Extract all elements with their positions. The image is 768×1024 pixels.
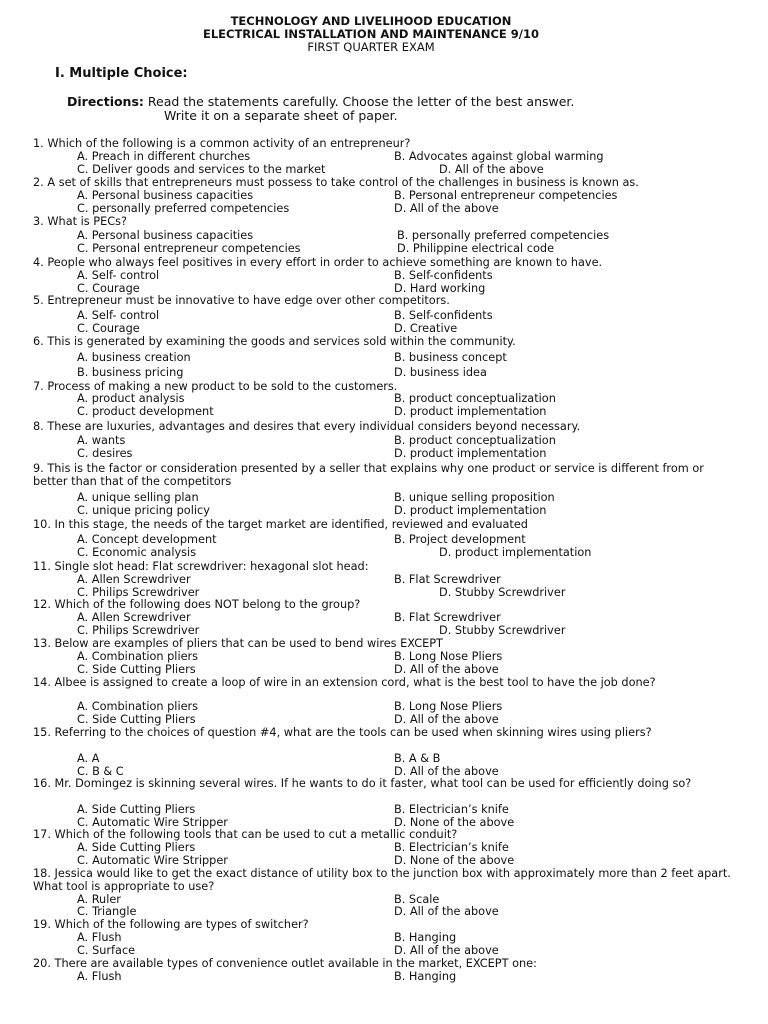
question-11-option-a: A. Allen Screwdriver: [77, 573, 191, 586]
question-3: 3. What is PECs?: [33, 215, 127, 228]
question-11-option-c: C. Philips Screwdriver: [77, 586, 200, 599]
question-18: 18. Jessica would like to get the exact distance of utility box to the junction box with approximately more than 2 feet apart. What tool is appropriate to use?: [33, 867, 731, 894]
question-2-option-b: B. Personal entrepreneur competencies: [394, 189, 618, 202]
question-5-option-a: A. Self- control: [77, 309, 160, 322]
question-6-option-a: A. business creation: [77, 351, 191, 364]
question-18-option-a: A. Ruler: [77, 893, 121, 906]
question-17-option-a: A. Side Cutting Pliers: [77, 841, 196, 854]
question-6-option-d: D. business idea: [394, 366, 487, 379]
question-12-option-c: C. Philips Screwdriver: [77, 624, 200, 637]
question-14-option-b: B. Long Nose Pliers: [394, 700, 503, 713]
question-12-option-a: A. Allen Screwdriver: [77, 611, 191, 624]
question-19-option-d: D. All of the above: [394, 944, 499, 957]
question-8-option-c: C. desires: [77, 447, 133, 460]
directions-text-1: Read the statements carefully. Choose the letter of the best answer.: [147, 94, 575, 109]
question-8-option-b: B. product conceptualization: [394, 434, 556, 447]
question-4-option-a: A. Self- control: [77, 269, 160, 282]
question-14-option-d: D. All of the above: [394, 713, 499, 726]
question-7-option-d: D. product implementation: [394, 405, 547, 418]
question-4: 4. People who always feel positives in every effort in order to achieve something are known to have.: [33, 256, 603, 269]
question-18-option-b: B. Scale: [394, 893, 440, 906]
question-18-option-c: C. Triangle: [77, 905, 137, 918]
question-10-option-c: C. Economic analysis: [77, 546, 197, 559]
question-13-option-c: C. Side Cutting Pliers: [77, 663, 196, 676]
question-3-option-d: D. Philippine electrical code: [397, 242, 555, 255]
question-1-option-d: D. All of the above: [439, 163, 544, 176]
header-subject: TECHNOLOGY AND LIVELIHOOD EDUCATION: [230, 14, 512, 28]
question-20-option-b: B. Hanging: [394, 970, 457, 983]
question-8: 8. These are luxuries, advantages and desires that every individual considers beyond necessary.: [33, 420, 581, 433]
question-8-option-a: A. wants: [77, 434, 126, 447]
question-16-option-d: D. None of the above: [394, 816, 515, 829]
question-16-option-b: B. Electrician’s knife: [394, 803, 509, 816]
question-13-option-a: A. Combination pliers: [77, 650, 199, 663]
question-9-option-b: B. unique selling proposition: [394, 491, 555, 504]
header-exam: FIRST QUARTER EXAM: [307, 40, 435, 54]
question-14-option-c: C. Side Cutting Pliers: [77, 713, 196, 726]
question-2-option-d: D. All of the above: [394, 202, 499, 215]
question-19: 19. Which of the following are types of switcher?: [33, 918, 309, 931]
question-11-option-b: B. Flat Screwdriver: [394, 573, 501, 586]
directions-text-2: Write it on a separate sheet of paper.: [164, 108, 398, 123]
question-5-option-c: C. Courage: [77, 322, 140, 335]
question-15-option-d: D. All of the above: [394, 765, 499, 778]
question-16: 16. Mr. Domingez is skinning several wires. If he wants to do it faster, what tool can be used for efficiently doing so?: [33, 777, 692, 790]
header-course: ELECTRICAL INSTALLATION AND MAINTENANCE 9/10: [202, 27, 540, 41]
question-5-option-d: D. Creative: [394, 322, 458, 335]
question-8-option-d: D. product implementation: [394, 447, 547, 460]
question-1-option-b: B. Advocates against global warming: [394, 150, 604, 163]
question-17-option-c: C. Automatic Wire Stripper: [77, 854, 228, 867]
question-7: 7. Process of making a new product to be sold to the customers.: [33, 380, 398, 393]
directions-line-1: [67, 94, 574, 109]
question-10-option-a: A. Concept development: [77, 533, 217, 546]
question-3-option-a: A. Personal business capacities: [77, 229, 254, 242]
question-12-option-d: D. Stubby Screwdriver: [439, 624, 566, 637]
question-12: 12. Which of the following does NOT belong to the group?: [33, 598, 361, 611]
question-2-option-c: C. personally preferred competencies: [77, 202, 290, 215]
question-14: 14. Albee is assigned to create a loop of wire in an extension cord, what is the best tool to have the job done?: [33, 676, 656, 689]
question-6: 6. This is generated by examining the goods and services sold within the community.: [33, 335, 516, 348]
question-15-option-c: C. B & C: [77, 765, 124, 778]
question-4-option-d: D. Hard working: [394, 282, 486, 295]
question-11-option-d: D. Stubby Screwdriver: [439, 586, 566, 599]
question-17: 17. Which of the following tools that can be used to cut a metallic conduit?: [33, 828, 458, 841]
question-10: 10. In this stage, the needs of the target market are identified, reviewed and evaluated: [33, 518, 528, 531]
question-4-option-c: C. Courage: [77, 282, 140, 295]
question-5: 5. Entrepreneur must be innovative to have edge over other competitors.: [33, 294, 450, 307]
question-1-option-a: A. Preach in different churches: [77, 150, 251, 163]
question-13: 13. Below are examples of pliers that can be used to bend wires EXCEPT: [33, 637, 443, 650]
question-15: 15. Referring to the choices of question #4, what are the tools can be used when skinning wires using pliers?: [33, 726, 652, 739]
question-18-option-d: D. All of the above: [394, 905, 499, 918]
question-9-option-c: C. unique pricing policy: [77, 504, 210, 517]
section-title: I. Multiple Choice:: [55, 66, 188, 81]
question-20-option-a: A. Flush: [77, 970, 122, 983]
question-2-option-a: A. Personal business capacities: [77, 189, 254, 202]
question-11: 11. Single slot head: Flat screwdriver: hexagonal slot head:: [33, 560, 369, 573]
question-7-option-b: B. product conceptualization: [394, 392, 556, 405]
question-3-option-c: C. Personal entrepreneur competencies: [77, 242, 301, 255]
question-16-option-a: A. Side Cutting Pliers: [77, 803, 196, 816]
question-17-option-b: B. Electrician’s knife: [394, 841, 509, 854]
question-4-option-b: B. Self-confidents: [394, 269, 493, 282]
question-19-option-a: A. Flush: [77, 931, 122, 944]
question-19-option-b: B. Hanging: [394, 931, 457, 944]
question-14-option-a: A. Combination pliers: [77, 700, 199, 713]
question-1-option-c: C. Deliver goods and services to the market: [77, 163, 326, 176]
question-7-option-c: C. product development: [77, 405, 214, 418]
question-13-option-b: B. Long Nose Pliers: [394, 650, 503, 663]
question-1: 1. Which of the following is a common activity of an entrepreneur?: [33, 137, 411, 150]
question-16-option-c: C. Automatic Wire Stripper: [77, 816, 228, 829]
question-20: 20. There are available types of convenience outlet available in the market, EXCEPT one:: [33, 957, 537, 970]
question-6-option-c: B. business pricing: [77, 366, 184, 379]
question-6-option-b: B. business concept: [394, 351, 507, 364]
question-9-option-a: A. unique selling plan: [77, 491, 199, 504]
question-12-option-b: B. Flat Screwdriver: [394, 611, 501, 624]
question-2: 2. A set of skills that entrepreneurs must possess to take control of the challenges in business is known as.: [33, 176, 639, 189]
question-19-option-c: C. Surface: [77, 944, 136, 957]
question-10-option-d: D. product implementation: [439, 546, 592, 559]
question-5-option-b: B. Self-confidents: [394, 309, 493, 322]
question-10-option-b: B. Project development: [394, 533, 526, 546]
directions-label: Directions:: [67, 94, 144, 109]
question-13-option-d: D. All of the above: [394, 663, 499, 676]
question-3-option-b: B. personally preferred competencies: [397, 229, 610, 242]
question-15-option-a: A. A: [77, 752, 100, 765]
question-9: 9. This is the factor or consideration presented by a seller that explains why one product or service is different from or better than that of the competitors: [33, 462, 704, 489]
question-17-option-d: D. None of the above: [394, 854, 515, 867]
question-15-option-b: B. A & B: [394, 752, 441, 765]
question-9-option-d: D. product implementation: [394, 504, 547, 517]
question-7-option-a: A. product analysis: [77, 392, 185, 405]
